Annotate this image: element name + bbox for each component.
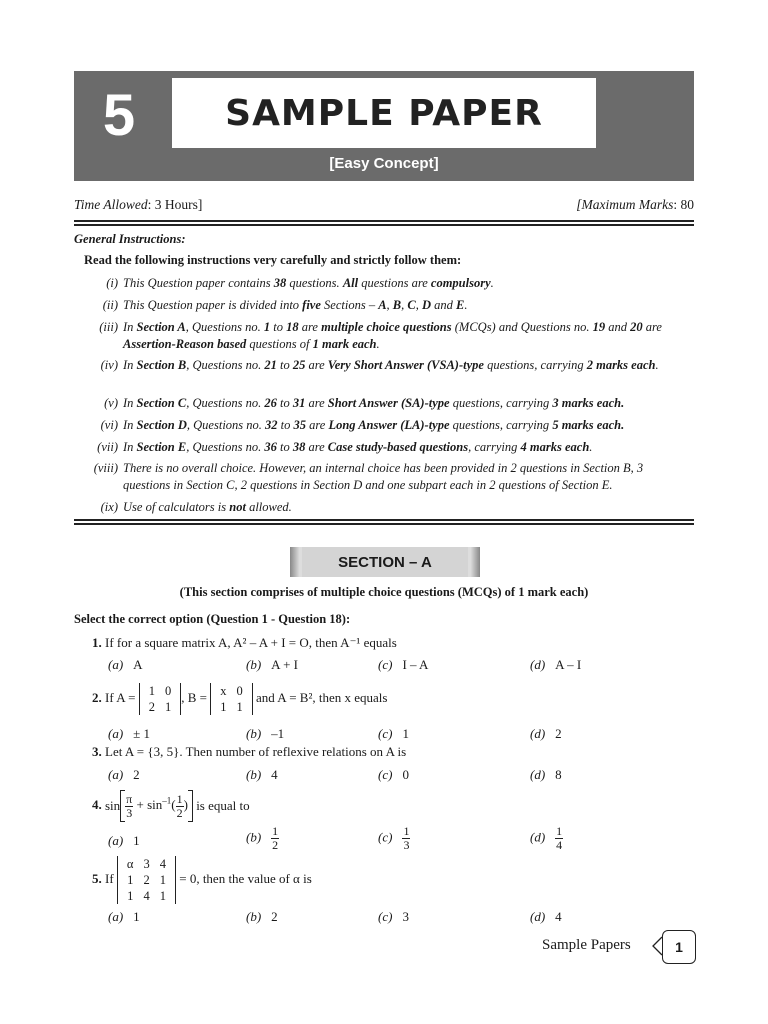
option-d[interactable] — [530, 657, 581, 673]
option-label: (c) — [378, 657, 393, 672]
option-b[interactable] — [246, 909, 278, 925]
instruction-number: (iii) — [99, 320, 118, 334]
option-label: (d) — [530, 726, 546, 741]
instruction-number: (ii) — [102, 298, 118, 312]
option-c[interactable] — [378, 767, 409, 783]
time-value: : 3 Hours] — [147, 197, 203, 212]
instruction-number: (viii) — [93, 461, 118, 475]
matrix-cell: α — [126, 857, 134, 871]
marks-value: : 80 — [673, 197, 694, 212]
question-text-mid: , B = — [181, 689, 207, 705]
bracket-right — [188, 790, 193, 822]
option-b[interactable] — [246, 726, 284, 742]
option-value: 2 — [555, 726, 562, 741]
question-text-post: = 0, then the value of α is — [179, 870, 312, 886]
matrix-cell: x — [220, 684, 227, 698]
option-label: (d) — [530, 909, 546, 924]
instruction-item — [74, 395, 694, 412]
option-label: (b) — [246, 657, 262, 672]
instruction-text: There is no overall choice. However, an internal choice has been provided in 2 questions in Section B, 3 questions in Section C, 2 questions in Section D and one subpart each in 2 questions of Section E. — [123, 461, 644, 492]
question-number: 1. — [92, 635, 102, 650]
divider-top — [74, 220, 694, 222]
matrix-cell: 3 — [143, 857, 150, 871]
instruction-item — [74, 460, 694, 494]
instruction-number: (iv) — [100, 358, 118, 372]
question-text: Let A = {3, 5}. Then number of reflexive relations on A is — [105, 744, 407, 759]
option-value: A – I — [555, 657, 582, 672]
option-d[interactable] — [530, 767, 562, 783]
instruction-item — [74, 499, 694, 516]
option-b[interactable] — [246, 657, 298, 673]
option-value: $\frac{1}{3}$ — [403, 824, 410, 852]
page-number: 1 — [662, 930, 696, 964]
instruction-item — [74, 417, 694, 434]
option-c[interactable] — [378, 726, 409, 742]
matrix-cell: 0 — [164, 684, 172, 698]
divider-bottom — [74, 519, 694, 521]
option-label: (a) — [108, 657, 124, 672]
matrix-cell: 2 — [148, 700, 155, 714]
instruction-number: (i) — [106, 276, 118, 290]
matrix-a — [139, 683, 182, 715]
instruction-item — [74, 357, 694, 391]
matrix-cell: 0 — [236, 684, 243, 698]
question-text: If for a square matrix A, A² – A + I = O, then A⁻¹ equals — [105, 635, 397, 650]
question-number: 2. — [92, 689, 102, 705]
option-a[interactable] — [108, 909, 140, 925]
matrix-cell: 1 — [127, 873, 134, 887]
matrix-cell: 1 — [127, 889, 134, 903]
option-label: (a) — [108, 767, 124, 782]
instruction-text: This Question paper is divided into five Sections – A, B, C, D and E. — [123, 298, 468, 312]
option-label: (c) — [378, 726, 393, 741]
option-c[interactable] — [378, 825, 410, 852]
question-4: 4. sin $\frac{\pi}{3}$ + $\sin^{-1}$( $\frac{1}{2}$ ) is equal to — [92, 790, 250, 822]
option-b[interactable] — [246, 767, 278, 783]
instruction-number: (vi) — [100, 418, 118, 432]
marks-label: [Maximum Marks — [576, 197, 674, 212]
instruction-number: (v) — [104, 396, 118, 410]
option-value: 0 — [402, 767, 409, 782]
matrix-cell: 4 — [143, 889, 150, 903]
question-1 — [92, 635, 397, 651]
option-value: 4 — [271, 767, 278, 782]
option-b[interactable] — [246, 825, 279, 852]
option-label: (b) — [246, 909, 262, 924]
option-label: (a) — [108, 909, 124, 924]
instructions-title: General Instructions: — [74, 232, 186, 246]
option-a[interactable] — [108, 833, 140, 849]
instruction-text: In Section A, Questions no. 1 to 18 are multiple choice questions (MCQs) and Questions no. 19 and 20 are Assertion-Reason based questions of 1 mark each. — [123, 320, 662, 351]
max-marks — [576, 197, 694, 213]
option-value: ± 1 — [133, 726, 151, 741]
instruction-number: (vii) — [97, 440, 118, 454]
footer-title: Sample Papers — [542, 937, 631, 953]
instruction-text: In Section E, Questions no. 36 to 38 are Case study-based questions, carrying 4 marks each. — [123, 440, 593, 454]
page-subtitle: [Easy Concept] — [329, 155, 439, 172]
option-label: (c) — [378, 767, 393, 782]
option-d[interactable] — [530, 909, 562, 925]
option-a[interactable] — [108, 767, 140, 783]
matrix-cell: 2 — [143, 873, 150, 887]
paper-number: 5 — [102, 83, 136, 148]
question-number: 4. — [92, 796, 102, 812]
option-value: 2 — [271, 909, 278, 924]
option-value: $\frac{1}{4}$ — [556, 824, 563, 852]
option-d[interactable] — [530, 726, 562, 742]
question-text-post: is equal to — [196, 798, 250, 813]
question-2 — [92, 683, 387, 715]
select-instruction: Select the correct option (Question 1 - Question 18): — [74, 612, 351, 626]
matrix-b — [210, 683, 253, 715]
matrix-cell: 1 — [159, 873, 166, 887]
fraction-1-2: $\frac{1}{2}$ — [176, 791, 183, 820]
option-label: (a) — [108, 726, 124, 741]
option-c[interactable] — [378, 657, 428, 673]
option-value: A + I — [271, 657, 299, 672]
time-allowed — [74, 197, 202, 213]
option-value: A — [133, 657, 143, 672]
option-value: 1 — [133, 909, 140, 924]
instruction-item — [74, 275, 694, 292]
fraction-pi-3: $\frac{\pi}{3}$ — [126, 791, 133, 820]
option-value: 1 — [133, 833, 140, 848]
question-text-pre: If — [105, 870, 114, 886]
option-label: (d) — [530, 829, 546, 845]
determinant — [117, 856, 176, 904]
option-label: (a) — [108, 833, 124, 848]
matrix-cell: 1 — [159, 889, 166, 903]
instructions-lead: Read the following instructions very carefully and strictly follow them: — [84, 253, 462, 267]
option-a[interactable] — [108, 657, 143, 673]
option-value: 4 — [555, 909, 562, 924]
option-label: (b) — [246, 829, 262, 845]
question-text-post: and A = B², then x equals — [255, 689, 388, 705]
matrix-cell: 1 — [236, 700, 243, 714]
time-label: Time Allowed — [74, 197, 148, 212]
option-label: (d) — [530, 657, 546, 672]
instruction-number: (ix) — [100, 500, 118, 514]
section-header — [290, 547, 480, 577]
question-number: 3. — [92, 744, 102, 759]
option-value: 8 — [555, 767, 562, 782]
option-label: (b) — [246, 726, 262, 741]
instruction-text: In Section C, Questions no. 26 to 31 are Short Answer (SA)-type questions, carrying 3 marks each. — [123, 396, 625, 410]
matrix-cell: 1 — [220, 700, 227, 714]
matrix-cell: 1 — [164, 700, 172, 714]
instruction-item — [74, 319, 694, 353]
option-a[interactable] — [108, 726, 150, 742]
option-label: (c) — [378, 909, 393, 924]
matrix-cell: 1 — [148, 684, 155, 698]
section-title: SECTION – A — [302, 547, 468, 577]
question-number: 5. — [92, 870, 102, 886]
question-text-pre: If A = — [105, 689, 136, 705]
option-value: I – A — [402, 657, 429, 672]
instruction-text: In Section D, Questions no. 32 to 35 are Long Answer (LA)-type questions, carrying 5 marks each. — [123, 418, 625, 432]
divider-top-2 — [74, 224, 694, 226]
option-value: $\frac{1}{2}$ — [272, 824, 279, 852]
marks-label-wrap — [576, 197, 673, 212]
divider-bottom-2 — [74, 523, 694, 525]
option-value: 3 — [402, 909, 409, 924]
matrix-cell: 4 — [159, 857, 166, 871]
option-value: 1 — [402, 726, 409, 741]
instruction-item — [74, 297, 694, 314]
instruction-text: In Section B, Questions no. 21 to 25 are Very Short Answer (VSA)-type questions, carrying 2 marks each. — [123, 358, 659, 372]
section-description: (This section comprises of multiple choice questions (MCQs) of 1 mark each) — [179, 585, 589, 599]
option-label: (b) — [246, 767, 262, 782]
option-value: 2 — [133, 767, 140, 782]
sin-expression: sin — [105, 798, 121, 813]
instruction-text: Use of calculators is not allowed. — [123, 500, 292, 514]
page-title: SAMPLE PAPER — [225, 93, 543, 134]
question-3 — [92, 744, 406, 760]
instruction-item — [74, 439, 694, 456]
question-5 — [92, 856, 312, 904]
option-label: (d) — [530, 767, 546, 782]
option-label: (c) — [378, 829, 393, 845]
option-d[interactable] — [530, 825, 563, 852]
instruction-text: This Question paper contains 38 questions. All questions are compulsory. — [123, 276, 494, 290]
option-c[interactable] — [378, 909, 409, 925]
option-value: –1 — [271, 726, 285, 741]
